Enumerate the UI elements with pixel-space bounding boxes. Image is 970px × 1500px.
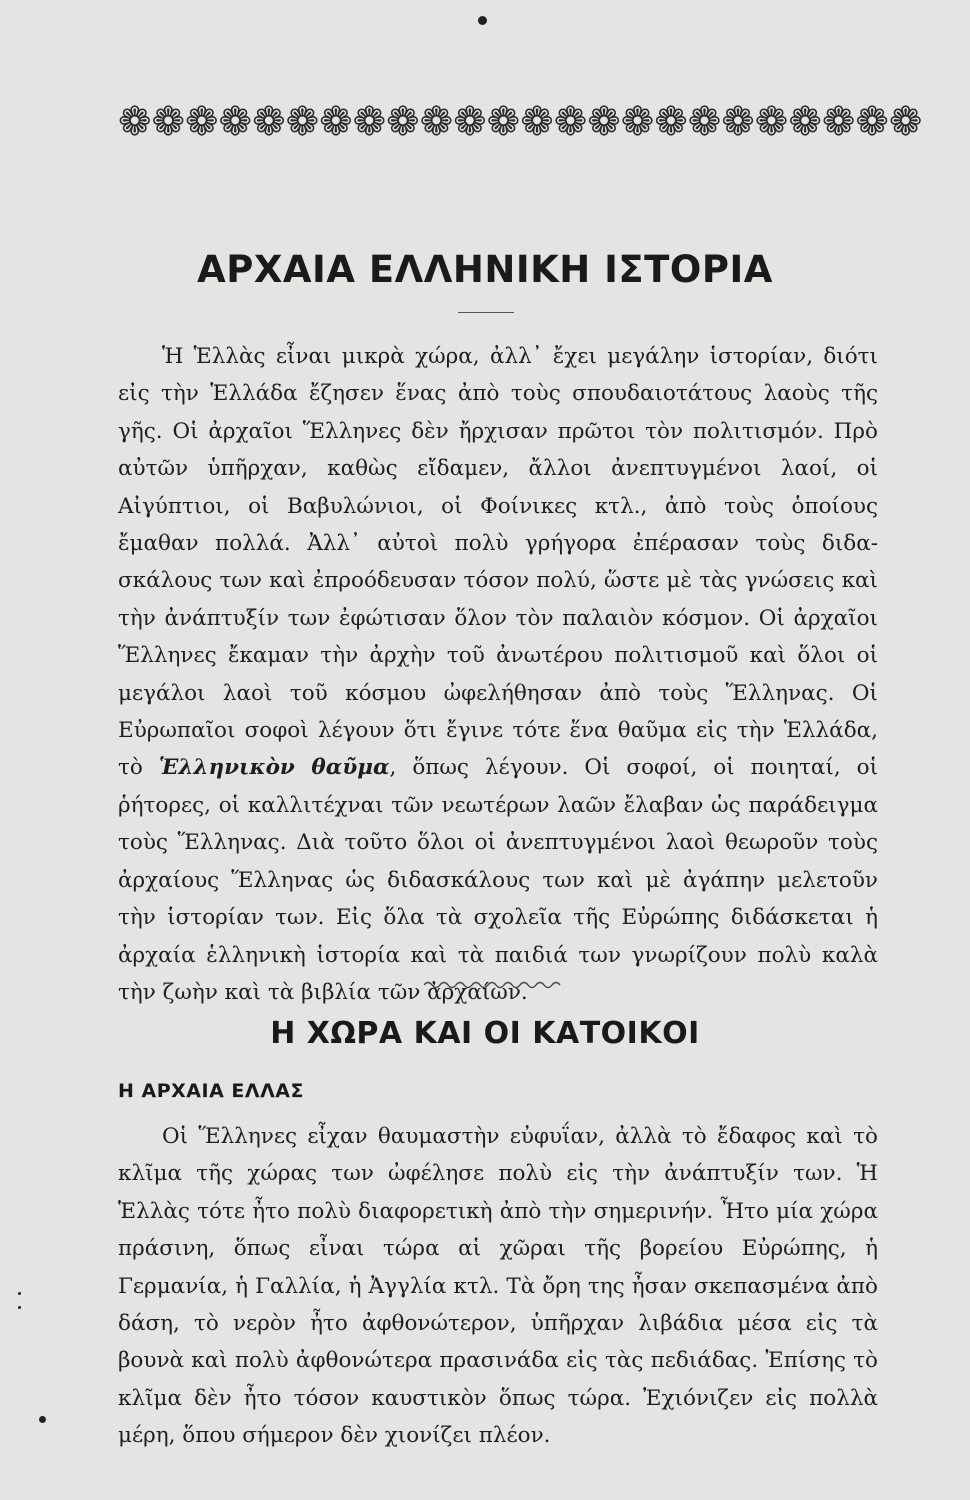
chapter-intro-paragraph	[118, 338, 878, 1011]
flower-ornament-icon: ❁	[386, 99, 420, 145]
flower-ornament-icon: ❁	[821, 99, 856, 145]
flower-ornament-icon: ❁	[553, 99, 588, 145]
ink-speck	[18, 1292, 21, 1295]
section-title: Η ΧΩΡΑ ΚΑΙ ΟΙ ΚΑΤΟΙΚΟΙ	[270, 1016, 700, 1051]
flower-ornament-icon: ❁	[453, 99, 487, 145]
flower-ornament-icon: ❁	[654, 99, 688, 145]
chapter-title: ΑΡΧΑΙΑ ΕΛΛΗΝΙΚΗ ΙΣΤΟΡΙΑ	[197, 248, 773, 291]
flower-ornament-icon: ❁	[252, 99, 286, 145]
flower-ornament-icon: ❁	[721, 99, 755, 145]
flower-ornament-icon: ❁	[754, 99, 789, 145]
section-subtitle: Η ΑΡΧΑΙΑ ΕΛΛΑΣ	[118, 1080, 304, 1102]
section-body-text: Οἱ Ἕλληνες εἶχαν θαυμαστὴν εὐφυΐαν, ἀλλὰ τὸ ἔδαφος καὶ τὸ κλῖμα τῆς χώρας των ὠφέλησε πολὺ εἰς τὴν ἀνάπτυξίν των. Ἡ Ἑλλὰς τότε ἦτο πολὺ διαφορετικὴ ἀπὸ τὴν σημερινήν. Ἦτο μία χώρα πράσινη, ὅπως εἶναι τώρα αἱ χῶραι τῆς βορείου Εὐρώπης, ἡ Γερμανία, ἡ Γαλλία, ἡ Ἀγγλία κτλ. Τὰ ὄρη της ἦσαν σκεπασμένα ἀπὸ δάση, τὸ νερὸν ἦτο ἀφθονώτερον, ὑπῆρχαν λιβάδια μέσα εἰς τὰ βουνὰ καὶ πολὺ ἀφθονώτερα πρασινάδα εἰς τὰς πεδιάδας. Ἐπίσης τὸ κλῖμα δὲν ἦτο τόσον καυστικὸν ὅπως τώρα. Ἐχιόνιζεν εἰς πολλὰ μέρη, ὅπου σήμερον δὲν χιονίζει πλέον.	[118, 1124, 878, 1449]
flower-ornament-icon: ❁	[151, 99, 186, 145]
flower-ornament-icon: ❁	[419, 99, 454, 145]
flower-ornament-icon: ❁	[888, 99, 923, 145]
flower-ornament-icon: ❁	[352, 99, 387, 145]
ink-speck	[18, 1306, 21, 1309]
flower-ornament-icon: ❁	[319, 99, 353, 145]
flower-ornament-icon: ❁	[285, 99, 320, 145]
flower-ornament-icon: ❁	[520, 99, 554, 145]
ink-speck	[39, 1416, 46, 1423]
flower-ornament-icon: ❁	[587, 99, 621, 145]
intro-emphasis: Ἑλληνικὸν θαῦμα	[158, 755, 390, 781]
flower-ornament-band	[118, 98, 923, 146]
flower-ornament-icon: ❁	[218, 99, 253, 145]
title-divider	[458, 312, 514, 313]
flower-ornament-icon: ❁	[620, 99, 655, 145]
intro-text-part-2: , ὅπως λέγουν. Οἱ σοφοί, οἱ ποιηταί, οἱ ῥήτορες, οἱ καλλιτέχναι τῶν νεωτέρων λαῶν ἔλαβαν ὡς παράδειγμα τοὺς Ἕλληνας. Διὰ τοῦτο ὅλοι οἱ ἀνεπτυγμένοι λαοὶ θεωροῦν τοὺς ἀρχαίους Ἕλληνας ὡς διδασκάλους των καὶ μὲ ἀγάπην μελετοῦν τὴν ἱστορίαν των. Εἰς ὅλα τὰ σχολεῖα τῆς Εὐρώπης διδάσκεται ἡ ἀρχαία ἑλληνικὴ ἱστορία καὶ τὰ παιδιά των γνωρίζουν πολὺ καλὰ τὴν ζωὴν καὶ τὰ βιβλία τῶν ἀρχαίων.	[118, 755, 878, 1005]
flower-ornament-icon: ❁	[118, 99, 152, 145]
flower-ornament-icon: ❁	[185, 99, 219, 145]
flower-ornament-icon: ❁	[486, 99, 521, 145]
flower-ornament-icon: ❁	[855, 99, 889, 145]
section-body-paragraph	[118, 1118, 878, 1455]
flower-ornament-icon: ❁	[788, 99, 822, 145]
wavy-divider	[424, 978, 564, 992]
flower-ornament-icon: ❁	[687, 99, 722, 145]
ink-speck	[478, 16, 487, 25]
intro-text-part-1: Ἡ Ἑλλὰς εἶναι μικρὰ χώρα, ἀλλ᾽ ἔχει μεγάλην ἱστορίαν, διότι εἰς τὴν Ἑλλάδα ἔζησεν ἕνας ἀπὸ τοὺς σπουδαιοτάτους λαοὺς τῆς γῆς. Οἱ ἀρχαῖοι Ἕλληνες δὲν ἤρχισαν πρῶτοι τὸν πολιτισμόν. Πρὸ αὐτῶν ὑπῆρχαν, καθὼς εἴδαμεν, ἄλλοι ἀνεπτυγμένοι λαοί, οἱ Αἰγύπτιοι, οἱ Βαβυλώνιοι, οἱ Φοίνικες κτλ., ἀπὸ τοὺς ὁποίους ἔμαθαν πολλά. Ἀλλ᾽ αὐτοὶ πολὺ γρήγορα ἐπέρασαν τοὺς διδασκάλους των καὶ ἐπροόδευσαν τόσον πολύ, ὥστε μὲ τὰς γνώσεις καὶ τὴν ἀνάπτυξίν των ἐφώτισαν ὅλον τὸν παλαιὸν κόσμον. Οἱ ἀρχαῖοι Ἕλληνες ἔκαμαν τὴν ἀρχὴν τοῦ ἀνωτέρου πολιτισμοῦ καὶ ὅλοι οἱ μεγάλοι λαοὶ τοῦ κόσμου ὠφελήθησαν ἀπὸ τοὺς Ἕλληνας. Οἱ Εὐρωπαῖοι σοφοὶ λέγουν ὅτι ἔγινε τότε ἕνα θαῦμα εἰς τὴν Ἑλλάδα, τὸ	[118, 344, 878, 781]
